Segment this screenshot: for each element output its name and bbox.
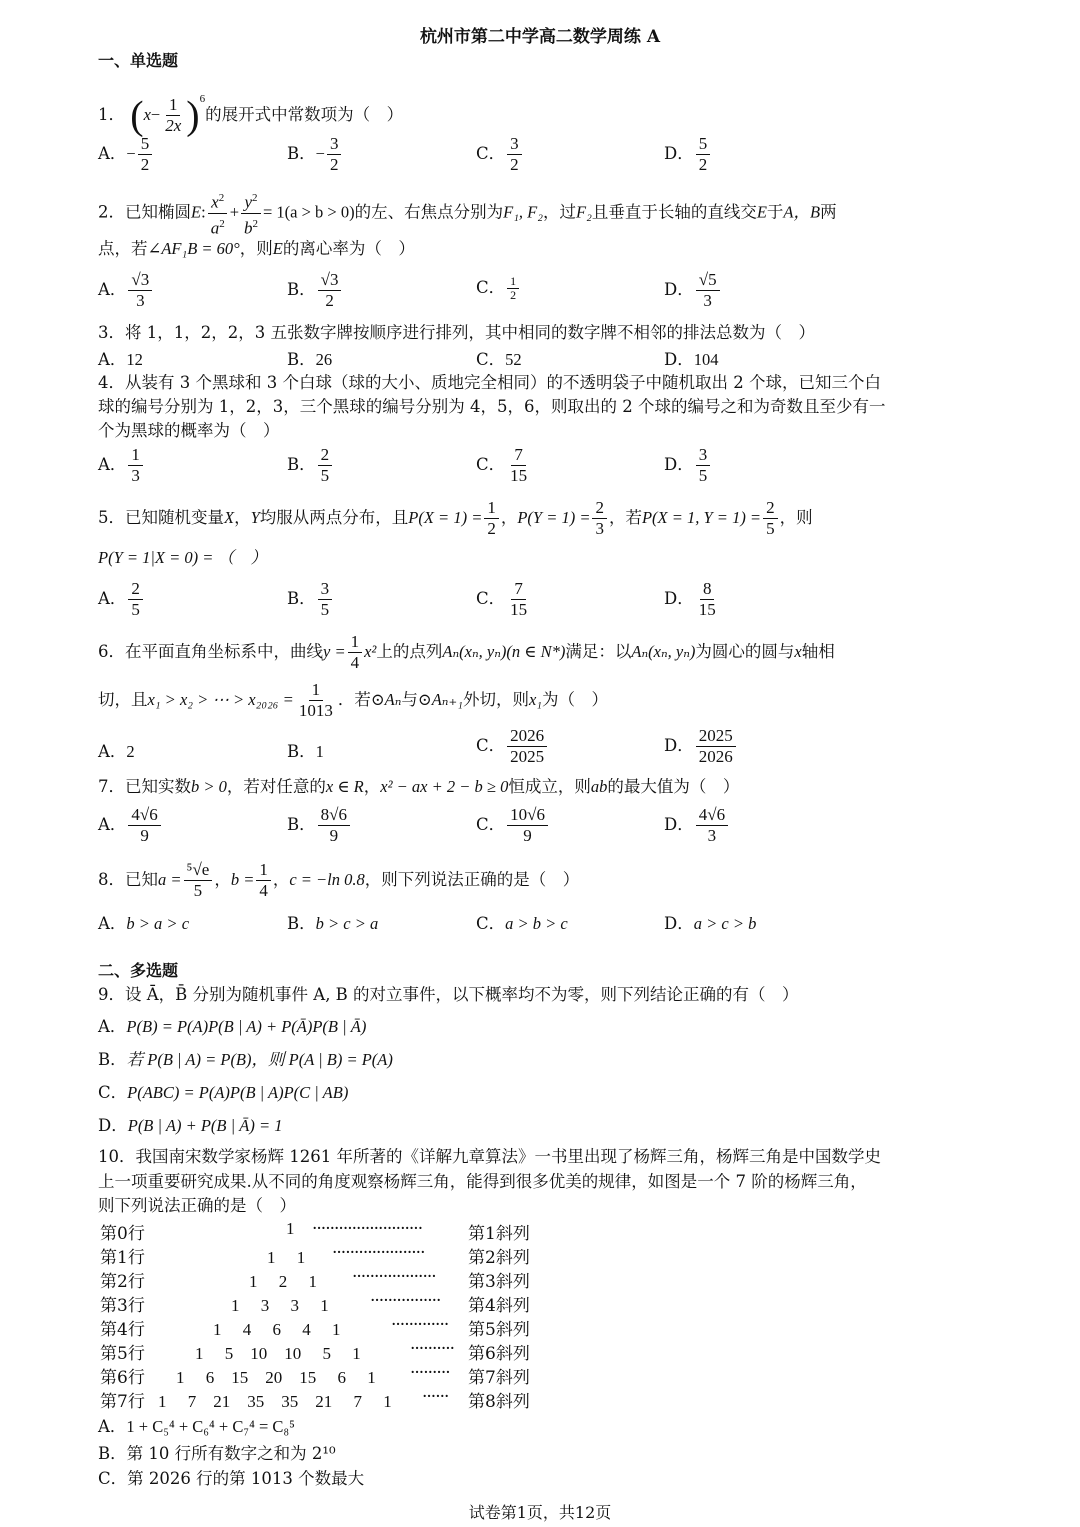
triangle-row: 第6行 1 6 15 20 15 6 1 ········· 第7斜列 [100, 1363, 530, 1388]
q2-option-c[interactable]: C． $\frac{1}{2}$ [476, 274, 521, 302]
q5-option-a[interactable]: A． $\frac{2}{5}$ [98, 579, 145, 620]
q2-option-a[interactable]: A． $\frac{√3}{3}$ [98, 270, 154, 311]
question-1: 1． (x− $\frac{1}{2x}$ )$^6$的展开式中常数项为（ ） [98, 92, 404, 138]
question-5-line-2: P(Y = 1|X = 0) = （ ） [98, 548, 268, 567]
q9-option-d[interactable]: D．P(B | A) + P(B | Ā) = 1 [98, 1116, 283, 1135]
q3-option-a[interactable]: A．12 [98, 350, 143, 369]
q6-option-c[interactable]: C． $\frac{2026}{2025}$ [476, 726, 549, 767]
question-10-line-2: 上一项重要研究成果.从不同的角度观察杨辉三角，能得到很多优美的规律，如图是一个 7 阶的杨辉三角， [98, 1172, 867, 1191]
q3-option-b[interactable]: B．26 [287, 350, 333, 369]
q2-option-b[interactable]: B． $\frac{√3}{2}$ [287, 270, 343, 311]
q6-option-b[interactable]: B．1 [287, 742, 324, 761]
question-9: 9．设 Ā，B̄ 分别为随机事件 A, B 的对立事件，以下概率均不为零，则下列结论正确的有（ ） [98, 985, 799, 1004]
q6-option-d[interactable]: D． $\frac{2025}{2026}$ [664, 726, 738, 767]
q9-option-b[interactable]: B．若 P(B | A) = P(B)，则 P(A | B) = P(A) [98, 1050, 393, 1069]
q10-option-c[interactable]: C．第 2026 行的第 1013 个数最大 [98, 1469, 365, 1488]
question-4-line-1: 4．从装有 3 个黑球和 3 个白球（球的大小、质地完全相同）的不透明袋子中随机取出 2 个球，已知三个白 [98, 373, 881, 392]
q8-option-a[interactable]: A．b > a > c [98, 914, 190, 933]
q1-option-a[interactable]: A．− $\frac{5}{2}$ [98, 134, 154, 175]
triangle-row: 第0行 1 ························· 第1斜列 [100, 1219, 530, 1244]
question-2-line-2: 点，若∠AF₁B = 60°，则E的离心率为（ ） [98, 239, 415, 258]
q5-option-d[interactable]: D． $\frac{8}{15}$ [664, 579, 716, 619]
triangle-row: 第1行 1 1 ····················· 第2斜列 [100, 1243, 530, 1268]
question-7: 7．已知实数b > 0，若对任意的x ∈ R，x² − ax + 2 − b ≥ 0恒成立，则ab的最大值为（ ） [98, 777, 740, 796]
question-10-line-3: 则下列说法正确的是（ ） [98, 1196, 296, 1215]
triangle-row: 第2行 1 2 1 ··················· 第3斜列 [100, 1267, 530, 1292]
q4-option-c[interactable]: C． $\frac{7}{15}$ [476, 445, 528, 485]
q5-option-c[interactable]: C． $\frac{7}{15}$ [476, 579, 528, 619]
q1-fraction: $\frac{1}{2x}$ [165, 95, 182, 135]
q9-option-c[interactable]: C．P(ABC) = P(A)P(B | A)P(C | AB) [98, 1083, 349, 1102]
question-4-line-2: 球的编号分别为 1，2，3，三个黑球的编号分别为 4，5，6，则取出的 2 个球的编号之和为奇数且至少有一 [98, 397, 886, 416]
q7-option-a[interactable]: A． $\frac{4√6}{9}$ [98, 805, 163, 846]
triangle-row: 第3行 1 3 3 1 ················ 第4斜列 [100, 1291, 530, 1316]
q4-option-a[interactable]: A． $\frac{1}{3}$ [98, 445, 145, 486]
q1-option-c[interactable]: C． $\frac{3}{2}$ [476, 134, 524, 175]
question-4-line-3: 个为黑球的概率为（ ） [98, 421, 280, 440]
q8-option-d[interactable]: D．a > c > b [664, 914, 757, 933]
triangle-row: 第5行 1 5 10 10 5 1 ·········· 第6斜列 [100, 1339, 530, 1364]
q7-option-b[interactable]: B． $\frac{8√6}{9}$ [287, 805, 352, 846]
q10-option-b[interactable]: B．第 10 行所有数字之和为 2¹⁰ [98, 1444, 336, 1463]
page-footer: 试卷第1页，共12页 [468, 1503, 612, 1522]
q3-option-d[interactable]: D．104 [664, 350, 719, 369]
triangle-row: 第4行 1 4 6 4 1 ············· 第5斜列 [100, 1315, 530, 1340]
q8-option-b[interactable]: B．b > c > a [287, 914, 379, 933]
section-multi-choice: 二、多选题 [98, 961, 179, 980]
question-6-line-2: 切，且x₁ > x₂ > ⋯ > x₂₀₂₆ = $\frac{1}{1013}$ ．若⊙Aₙ与⊙Aₙ₊₁外切，则x₁为（ ） [98, 680, 609, 720]
page-title: 杭州市第二中学高二数学周练 A [419, 27, 661, 47]
q6-option-a[interactable]: A．2 [98, 742, 135, 761]
question-2-line-1: 2．已知椭圆E: $\frac{x^2}{a^2}$ + $\frac{y^2}{b^2}$ = 1(a > b > 0)的左、右焦点分别为F₁, F₂，过F₂且垂直于长轴的直线交E于A，B两 [98, 188, 837, 238]
yanghui-triangle [100, 1219, 560, 1411]
q1-option-d[interactable]: D． $\frac{5}{2}$ [664, 134, 712, 175]
section-single-choice: 一、单选题 [98, 51, 179, 70]
q4-option-d[interactable]: D． $\frac{3}{5}$ [664, 445, 712, 486]
question-5-line-1: 5．已知随机变量X，Y均服从两点分布，且P(X = 1) = $\frac{1}{2}$ ，P(Y = 1) = $\frac{2}{3}$ ，若P(X = 1, Y = 1) = $\frac{2}{5}$ ，则 [98, 498, 813, 538]
question-6-line-1: 6．在平面直角坐标系中，曲线y = $\frac{1}{4}$ x²上的点列Aₙ(xₙ, yₙ)(n ∈ N*)满足：以Aₙ(xₙ, yₙ)为圆心的圆与x轴相 [98, 632, 835, 672]
q4-option-b[interactable]: B． $\frac{2}{5}$ [287, 445, 334, 486]
q8-option-c[interactable]: C．a > b > c [476, 914, 568, 933]
triangle-row: 第7行 1 7 21 35 35 21 7 1 ······ 第8斜列 [100, 1387, 530, 1412]
question-10-line-1: 10．我国南宋数学家杨辉 1261 年所著的《详解九章算法》一书里出现了杨辉三角，杨辉三角是中国数学史 [98, 1147, 881, 1166]
q7-option-d[interactable]: D． $\frac{4√6}{3}$ [664, 805, 730, 846]
q7-option-c[interactable]: C． $\frac{10√6}{9}$ [476, 805, 550, 846]
q10-option-a[interactable]: A．1 + C₅⁴ + C₆⁴ + C₇⁴ = C₈⁵ [98, 1417, 295, 1436]
q2-option-d[interactable]: D． $\frac{√5}{3}$ [664, 270, 722, 311]
q9-option-a[interactable]: A．P(B) = P(A)P(B | A) + P(Ā)P(B | Ā) [98, 1017, 367, 1036]
q5-option-b[interactable]: B． $\frac{3}{5}$ [287, 579, 334, 620]
q3-option-c[interactable]: C．52 [476, 350, 522, 369]
q1-option-b[interactable]: B．− $\frac{3}{2}$ [287, 134, 343, 175]
question-3: 3．将 1，1，2，2，3 五张数字牌按顺序进行排列，其中相同的数字牌不相邻的排法总数为（ ） [98, 323, 815, 342]
question-8: 8．已知a = $\frac{\text{⁵√e}}{5}$ ，b = $\frac{1}{4}$ ，c = −ln 0.8，则下列说法正确的是（ ） [98, 860, 580, 900]
